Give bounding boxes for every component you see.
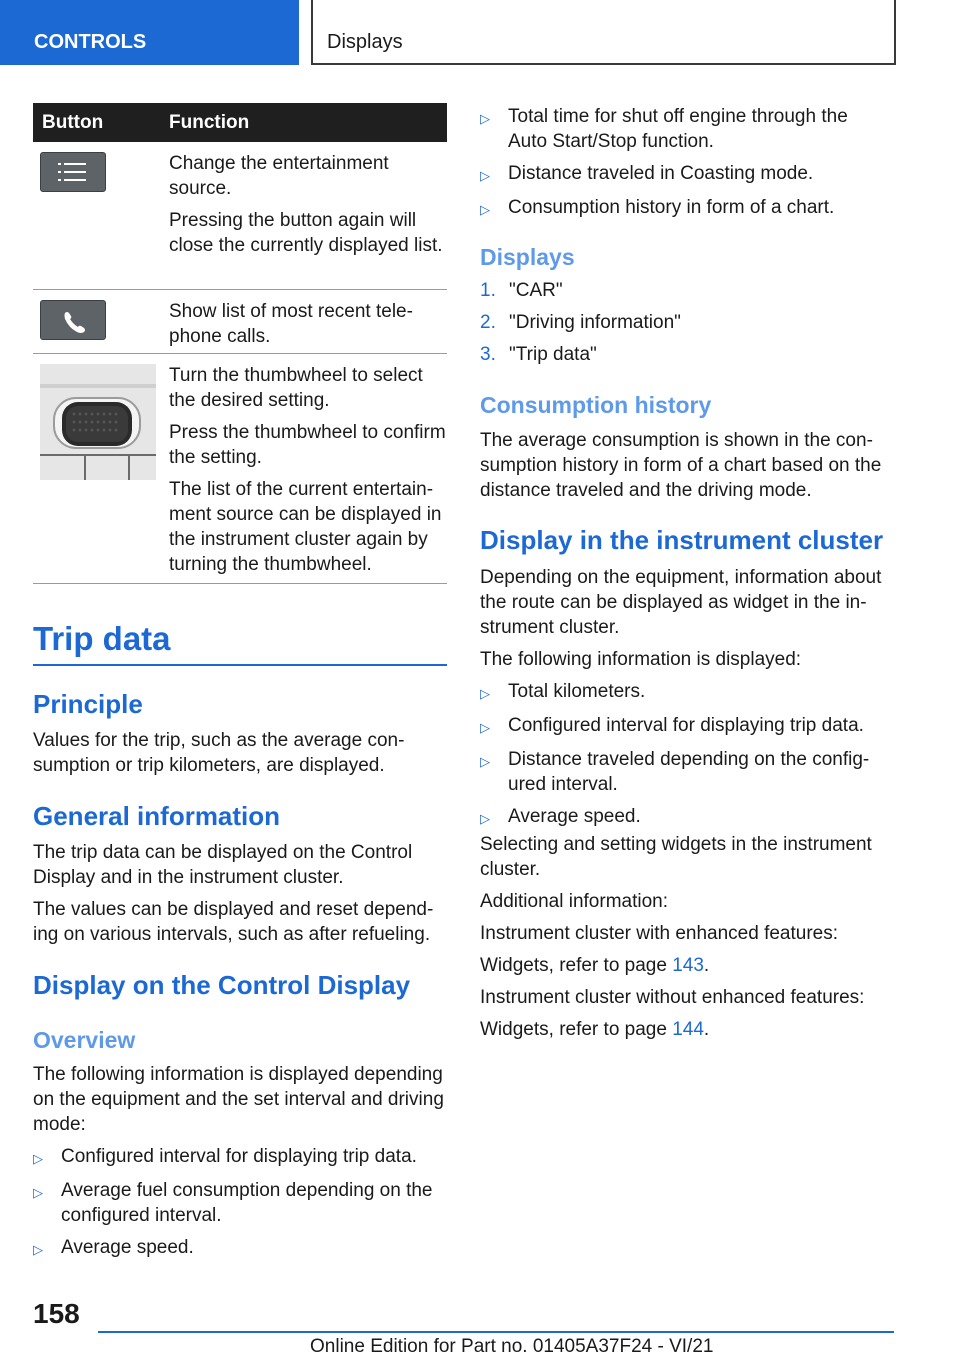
title-rule — [33, 664, 447, 666]
page-number: 158 — [33, 1298, 80, 1329]
list-item: ▷ Configured interval for displaying trip data. — [33, 1144, 447, 1171]
row-text: Change the entertainment source. — [169, 153, 389, 199]
table-row — [33, 142, 447, 290]
without-text: Instrument cluster without enhanced features: — [480, 987, 865, 1008]
triangle-bullet-icon: ▷ — [480, 168, 490, 183]
overview-text: The following information is displayed depending on the equipment and the set interval and driving mode: — [33, 1064, 444, 1135]
row-text: Turn the thumbwheel to select the desired setting. — [169, 365, 423, 411]
consumption-text: The average consumption is shown in the consumption history in form of a chart based on the distance traveled and the driving mode. — [480, 430, 882, 501]
triangle-bullet-icon: ▷ — [480, 202, 490, 217]
list-item: ▷ Configured interval for displaying trip data. — [480, 713, 890, 740]
principle-text: Values for the trip, such as the average consumption or trip kilometers, are displayed. — [33, 730, 405, 776]
triangle-bullet-icon: ▷ — [480, 811, 490, 826]
triangle-bullet-icon: ▷ — [33, 1185, 43, 1200]
chapter-tab — [311, 0, 896, 65]
triangle-bullet-icon: ▷ — [33, 1151, 43, 1166]
cluster-text: Depending on the equipment, information about the route can be displayed as widget in the instrument cluster. — [480, 567, 882, 638]
overview-list — [33, 1144, 447, 1262]
cluster-list — [480, 679, 890, 831]
list-item: ▷ Distance traveled depending on the configured interval. — [480, 749, 870, 795]
overview-heading: Overview — [33, 1027, 136, 1053]
principle-heading: Principle — [33, 689, 143, 719]
section-label: CONTROLS — [34, 31, 147, 53]
row-text: Show list of most recent telephone calls. — [169, 301, 413, 347]
overview-list-continued — [480, 104, 890, 222]
additional-text: Additional information: — [480, 891, 668, 912]
list-item: ▷ Total time for shut off engine through the Auto Start/Stop function. — [480, 106, 848, 152]
triangle-bullet-icon: ▷ — [480, 111, 490, 126]
general-text-1: The trip data can be displayed on the Control Display and in the instrument cluster. — [33, 842, 413, 888]
following-text: The following information is displayed: — [480, 649, 802, 670]
list-item: ▷ Consumption history in form of a chart. — [480, 195, 890, 222]
table-header — [33, 103, 447, 142]
list-item: ▷ Average speed. — [480, 804, 890, 831]
row-text: Pressing the button again will close the currently displayed list. — [169, 210, 443, 256]
page-link-144[interactable]: 144 — [672, 1019, 704, 1040]
row-text: Press the thumbwheel to confirm the setting. — [169, 422, 446, 468]
general-text-2: The values can be displayed and reset depending on various intervals, such as after refueling. — [33, 899, 434, 945]
edition-text: Online Edition for Part no. 01405A37F24 - VI/21 — [310, 1336, 714, 1357]
chapter-label: Displays — [327, 31, 403, 53]
footer-rule — [98, 1331, 894, 1333]
thumbwheel-icon — [40, 364, 156, 480]
column-header-function: Function — [169, 111, 250, 133]
section-tab — [0, 0, 299, 65]
triangle-bullet-icon: ▷ — [480, 720, 490, 735]
displays-heading: Displays — [480, 244, 575, 270]
widgets-reference-2: Widgets, refer to page 144. — [480, 1019, 710, 1040]
row-text: The list of the current entertainment source can be displayed in the instrument cluster again by turning the thumbwheel. — [169, 479, 442, 575]
list-item: ▷ Average fuel consumption depending on the configured interval. — [33, 1180, 433, 1226]
list-item: 3. "Trip data" — [480, 344, 597, 365]
enhanced-text: Instrument cluster with enhanced features: — [480, 923, 839, 944]
cluster-heading: Display in the instrument cluster — [480, 525, 884, 555]
triangle-bullet-icon: ▷ — [33, 1242, 43, 1257]
table-row — [33, 290, 447, 354]
list-item: ▷ Total kilometers. — [480, 679, 890, 706]
display-heading: Display on the Control Display — [33, 970, 411, 1000]
column-header-button: Button — [42, 111, 104, 133]
list-item: ▷ Distance traveled in Coasting mode. — [480, 161, 890, 188]
list-item: ▷ Average speed. — [33, 1235, 447, 1262]
button-function-table — [33, 103, 447, 584]
page-link-143[interactable]: 143 — [672, 955, 704, 976]
triangle-bullet-icon: ▷ — [480, 754, 490, 769]
selecting-text: Selecting and setting widgets in the instrument cluster. — [480, 834, 872, 880]
triangle-bullet-icon: ▷ — [480, 686, 490, 701]
consumption-heading: Consumption history — [480, 392, 712, 418]
list-item: 2. "Driving information" — [480, 312, 681, 333]
widgets-reference-1: Widgets, refer to page 143. — [480, 955, 710, 976]
list-item: 1. "CAR" — [480, 280, 563, 301]
list-icon — [40, 152, 106, 192]
displays-list — [480, 278, 890, 367]
table-row — [33, 354, 447, 584]
phone-icon — [40, 300, 106, 340]
section-title: Trip data — [33, 620, 171, 657]
general-heading: General information — [33, 801, 281, 831]
